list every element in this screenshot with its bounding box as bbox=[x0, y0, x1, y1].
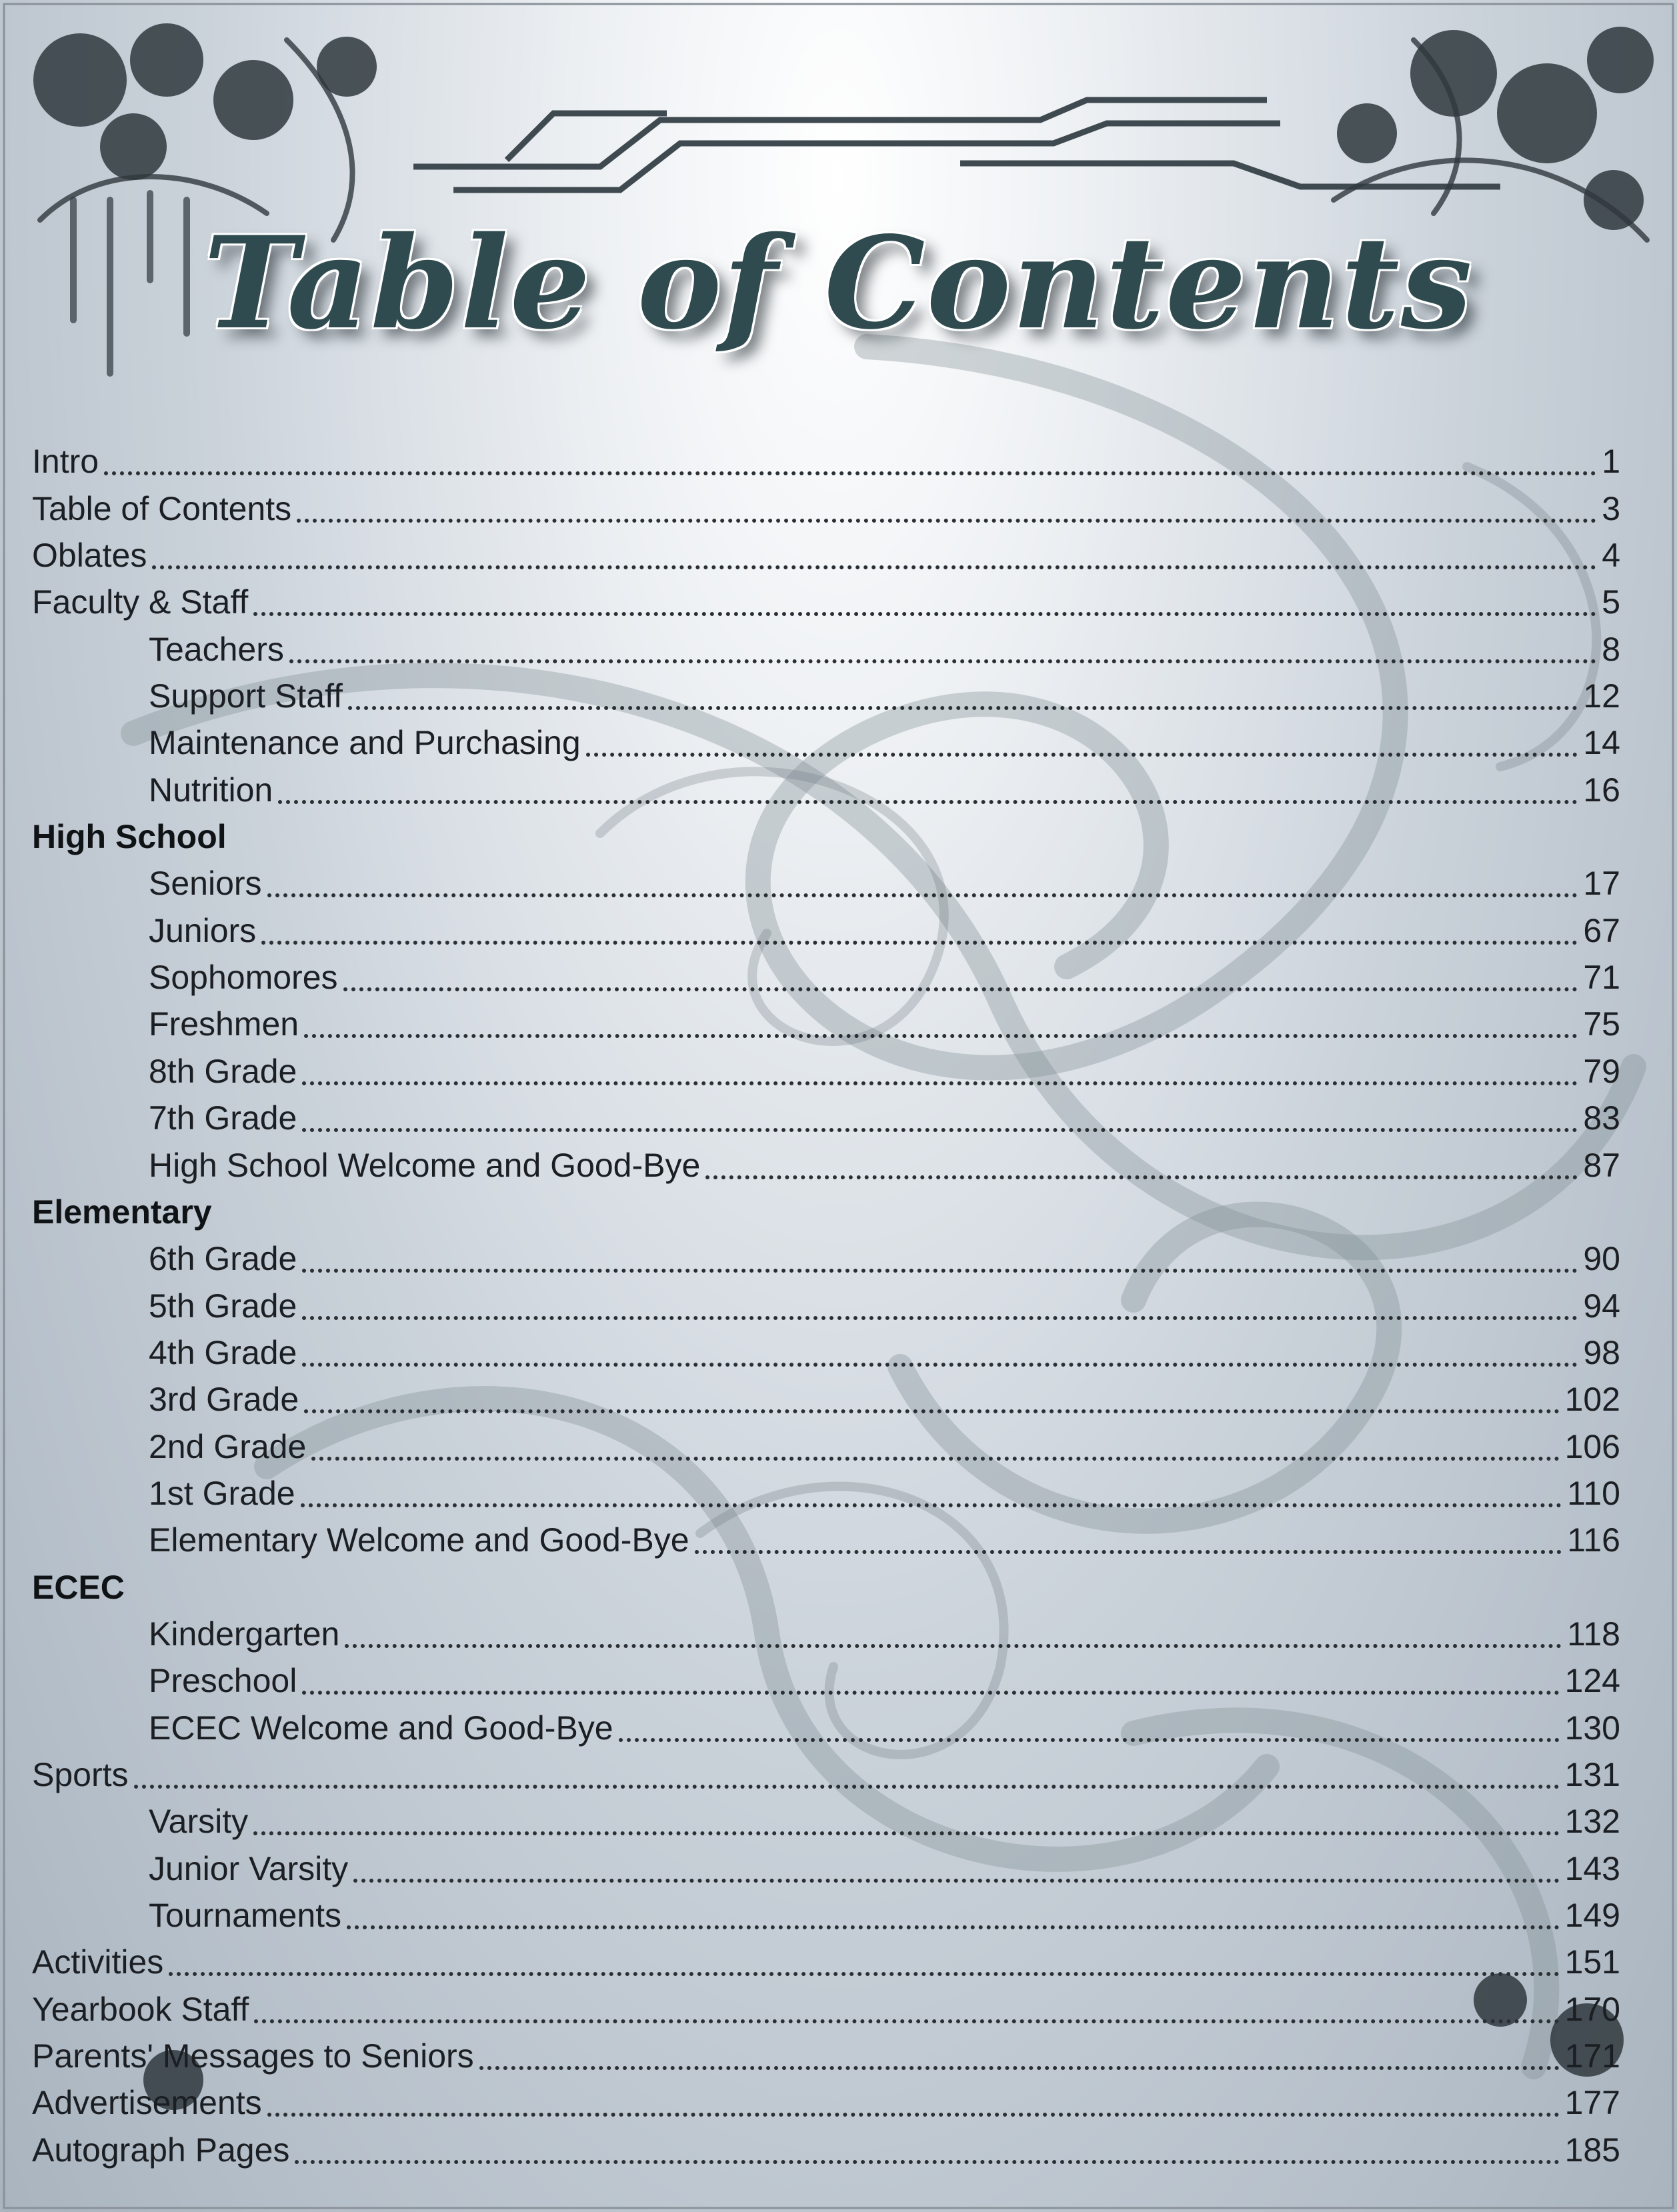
toc-entry-label: Elementary Welcome and Good-Bye bbox=[149, 1521, 689, 1559]
toc-entry-label: Juniors bbox=[149, 911, 257, 949]
toc-entry bbox=[0, 1749, 1677, 1795]
toc-entry bbox=[0, 1373, 1677, 1420]
dot-leader bbox=[311, 1457, 1559, 1461]
toc-entry-label: Yearbook Staff bbox=[32, 1990, 249, 2028]
toc-entry bbox=[0, 1608, 1677, 1655]
toc-entry bbox=[0, 1983, 1677, 2029]
toc-entry-label: Maintenance and Purchasing bbox=[149, 724, 581, 762]
toc-entry-label: 8th Grade bbox=[149, 1052, 297, 1090]
toc-entry-label: Nutrition bbox=[149, 771, 273, 809]
toc-entry-page-number: 143 bbox=[1564, 1849, 1620, 1887]
toc-entry-label: Kindergarten bbox=[149, 1615, 340, 1653]
dot-leader bbox=[479, 2066, 1560, 2070]
toc-entry-label: 4th Grade bbox=[149, 1333, 297, 1371]
toc-entry bbox=[0, 1139, 1677, 1185]
toc-entry bbox=[0, 763, 1677, 810]
dot-leader bbox=[253, 612, 1596, 616]
toc-entry bbox=[0, 998, 1677, 1045]
toc-entry bbox=[0, 717, 1677, 763]
toc-entry bbox=[0, 435, 1677, 482]
toc-entry-page-number: 16 bbox=[1583, 771, 1620, 809]
dot-leader bbox=[289, 659, 1596, 663]
toc-section-heading bbox=[0, 1561, 1677, 1607]
toc-entry bbox=[0, 1420, 1677, 1467]
dot-leader bbox=[169, 1972, 1559, 1976]
toc-entry-page-number: 14 bbox=[1583, 724, 1620, 762]
toc-entry-page-number: 102 bbox=[1564, 1381, 1620, 1419]
toc-entry-page-number: 17 bbox=[1583, 865, 1620, 903]
toc-entry bbox=[0, 1514, 1677, 1561]
toc-entry bbox=[0, 1795, 1677, 1842]
toc-entry-label: ECEC bbox=[32, 1568, 125, 1606]
toc-entry-page-number: 151 bbox=[1564, 1943, 1620, 1981]
dot-leader bbox=[261, 941, 1578, 945]
dot-leader bbox=[301, 1503, 1562, 1507]
toc-entry-page-number: 12 bbox=[1583, 677, 1620, 715]
toc-entry-label: Activities bbox=[32, 1943, 164, 1981]
toc-entry bbox=[0, 1655, 1677, 1701]
toc-entry bbox=[0, 1327, 1677, 1373]
toc-entry bbox=[0, 623, 1677, 669]
dot-leader bbox=[302, 1128, 1578, 1132]
dot-leader bbox=[278, 800, 1578, 804]
toc-entry bbox=[0, 1279, 1677, 1326]
toc-entry bbox=[0, 951, 1677, 998]
toc-entry bbox=[0, 576, 1677, 623]
dot-leader bbox=[267, 2113, 1560, 2117]
toc-entry-label: 6th Grade bbox=[149, 1240, 297, 1278]
toc-entry bbox=[0, 2030, 1677, 2077]
toc-entry-label: High School Welcome and Good-Bye bbox=[149, 1146, 701, 1184]
dot-leader bbox=[302, 1691, 1559, 1695]
toc-entry-page-number: 98 bbox=[1583, 1333, 1620, 1371]
toc-section-heading bbox=[0, 811, 1677, 857]
toc-entry bbox=[0, 1842, 1677, 1889]
toc-entry bbox=[0, 2123, 1677, 2170]
toc-entry-page-number: 106 bbox=[1564, 1427, 1620, 1465]
dot-leader bbox=[353, 1879, 1559, 1883]
toc-entry-label: 2nd Grade bbox=[149, 1427, 307, 1465]
dot-leader bbox=[304, 1034, 1578, 1038]
dot-leader bbox=[152, 565, 1596, 569]
toc-entry-page-number: 67 bbox=[1583, 911, 1620, 949]
dot-leader bbox=[345, 1644, 1562, 1648]
toc-entry-page-number: 177 bbox=[1564, 2084, 1620, 2122]
toc-entry-label: ECEC Welcome and Good-Bye bbox=[149, 1709, 613, 1747]
toc-entry-page-number: 1 bbox=[1602, 443, 1620, 481]
toc-entry-page-number: 118 bbox=[1567, 1615, 1620, 1653]
toc-entry bbox=[0, 670, 1677, 717]
toc-entry-label: Preschool bbox=[149, 1662, 297, 1700]
dot-leader bbox=[302, 1363, 1578, 1367]
toc-entry-label: Seniors bbox=[149, 865, 262, 903]
toc-entry-label: 1st Grade bbox=[149, 1474, 295, 1512]
toc-entry-page-number: 124 bbox=[1564, 1662, 1620, 1700]
floral-decoration bbox=[1587, 27, 1654, 93]
toc-entry bbox=[0, 482, 1677, 529]
toc-entry-label: 3rd Grade bbox=[149, 1381, 299, 1419]
toc-entry bbox=[0, 1092, 1677, 1139]
toc-entry-page-number: 83 bbox=[1583, 1099, 1620, 1137]
toc-entry-page-number: 171 bbox=[1564, 2037, 1620, 2075]
toc-entry-page-number: 71 bbox=[1583, 959, 1620, 997]
floral-decoration bbox=[1337, 103, 1397, 163]
toc-entry-label: Support Staff bbox=[149, 677, 343, 715]
toc-entry bbox=[0, 1889, 1677, 1936]
toc-entry bbox=[0, 529, 1677, 576]
toc-entry-page-number: 131 bbox=[1564, 1755, 1620, 1793]
toc-entry-label: Varsity bbox=[149, 1803, 249, 1841]
dot-leader bbox=[586, 753, 1578, 757]
dot-leader bbox=[705, 1175, 1578, 1179]
toc-entry bbox=[0, 857, 1677, 904]
toc-entry-page-number: 185 bbox=[1564, 2131, 1620, 2169]
toc-entry-label: Freshmen bbox=[149, 1005, 299, 1043]
dot-leader bbox=[343, 987, 1578, 991]
toc-entry bbox=[0, 1233, 1677, 1279]
toc-entry-page-number: 94 bbox=[1583, 1287, 1620, 1325]
toc-entry-page-number: 116 bbox=[1567, 1521, 1620, 1559]
toc-entry-page-number: 90 bbox=[1583, 1240, 1620, 1278]
dot-leader bbox=[695, 1550, 1562, 1554]
toc-entry-label: Autograph Pages bbox=[32, 2131, 290, 2169]
circuit-line bbox=[453, 123, 1280, 190]
toc-entry-page-number: 110 bbox=[1567, 1474, 1620, 1512]
toc-entry-label: 7th Grade bbox=[149, 1099, 297, 1137]
toc-entry-page-number: 79 bbox=[1583, 1052, 1620, 1090]
dot-leader bbox=[295, 2160, 1559, 2164]
toc-entry-label: 5th Grade bbox=[149, 1287, 297, 1325]
toc-entry-label: Elementary bbox=[32, 1193, 212, 1231]
toc-entry-label: Sports bbox=[32, 1755, 129, 1793]
dot-leader bbox=[302, 1269, 1578, 1273]
dot-leader bbox=[104, 471, 1596, 475]
dot-leader bbox=[253, 1831, 1559, 1835]
toc-entry-label: Advertisements bbox=[32, 2084, 262, 2122]
toc-entry bbox=[0, 2077, 1677, 2123]
page-title: Table of Contents bbox=[203, 209, 1474, 357]
toc-section-heading bbox=[0, 1186, 1677, 1233]
toc-entry-label: Teachers bbox=[149, 630, 284, 668]
toc-entry-page-number: 5 bbox=[1602, 583, 1620, 621]
toc-entry bbox=[0, 904, 1677, 951]
toc-entry-page-number: 130 bbox=[1564, 1709, 1620, 1747]
circuit-line bbox=[413, 100, 1267, 167]
dot-leader bbox=[297, 519, 1596, 523]
toc-entry-page-number: 170 bbox=[1564, 1990, 1620, 2028]
toc-entry-page-number: 75 bbox=[1583, 1005, 1620, 1043]
toc-entry bbox=[0, 1467, 1677, 1514]
dot-leader bbox=[302, 1081, 1578, 1085]
toc-entry-page-number: 4 bbox=[1602, 537, 1620, 575]
toc-entry-label: Table of Contents bbox=[32, 489, 292, 527]
toc-entry-page-number: 87 bbox=[1583, 1146, 1620, 1184]
toc-entry-label: Junior Varsity bbox=[149, 1849, 349, 1887]
dot-leader bbox=[254, 2019, 1559, 2023]
toc-entry-page-number: 149 bbox=[1564, 1897, 1620, 1934]
dot-leader bbox=[347, 1925, 1560, 1929]
floral-decoration bbox=[33, 33, 127, 127]
floral-decoration bbox=[100, 113, 167, 180]
toc-entry bbox=[0, 1045, 1677, 1091]
floral-decoration bbox=[213, 60, 293, 140]
toc-entry bbox=[0, 1701, 1677, 1748]
dot-leader bbox=[267, 893, 1578, 897]
toc-entry-label: Sophomores bbox=[149, 959, 338, 997]
toc-list bbox=[0, 435, 1677, 2171]
dot-leader bbox=[619, 1738, 1560, 1742]
dot-leader bbox=[134, 1785, 1560, 1789]
toc-entry-page-number: 8 bbox=[1602, 630, 1620, 668]
floral-decoration bbox=[130, 23, 203, 97]
dot-leader bbox=[348, 706, 1578, 710]
toc-entry-label: Parents' Messages to Seniors bbox=[32, 2037, 474, 2075]
floral-decoration bbox=[1497, 63, 1597, 163]
toc-entry-label: Oblates bbox=[32, 537, 147, 575]
dot-leader bbox=[304, 1409, 1559, 1413]
toc-entry-page-number: 132 bbox=[1564, 1803, 1620, 1841]
toc-entry-label: Intro bbox=[32, 443, 99, 481]
toc-entry bbox=[0, 1936, 1677, 1983]
toc-entry-label: Faculty & Staff bbox=[32, 583, 249, 621]
toc-entry-page-number: 3 bbox=[1602, 489, 1620, 527]
dot-leader bbox=[302, 1316, 1578, 1320]
toc-entry-label: High School bbox=[32, 818, 227, 856]
toc-entry-label: Tournaments bbox=[149, 1897, 342, 1934]
